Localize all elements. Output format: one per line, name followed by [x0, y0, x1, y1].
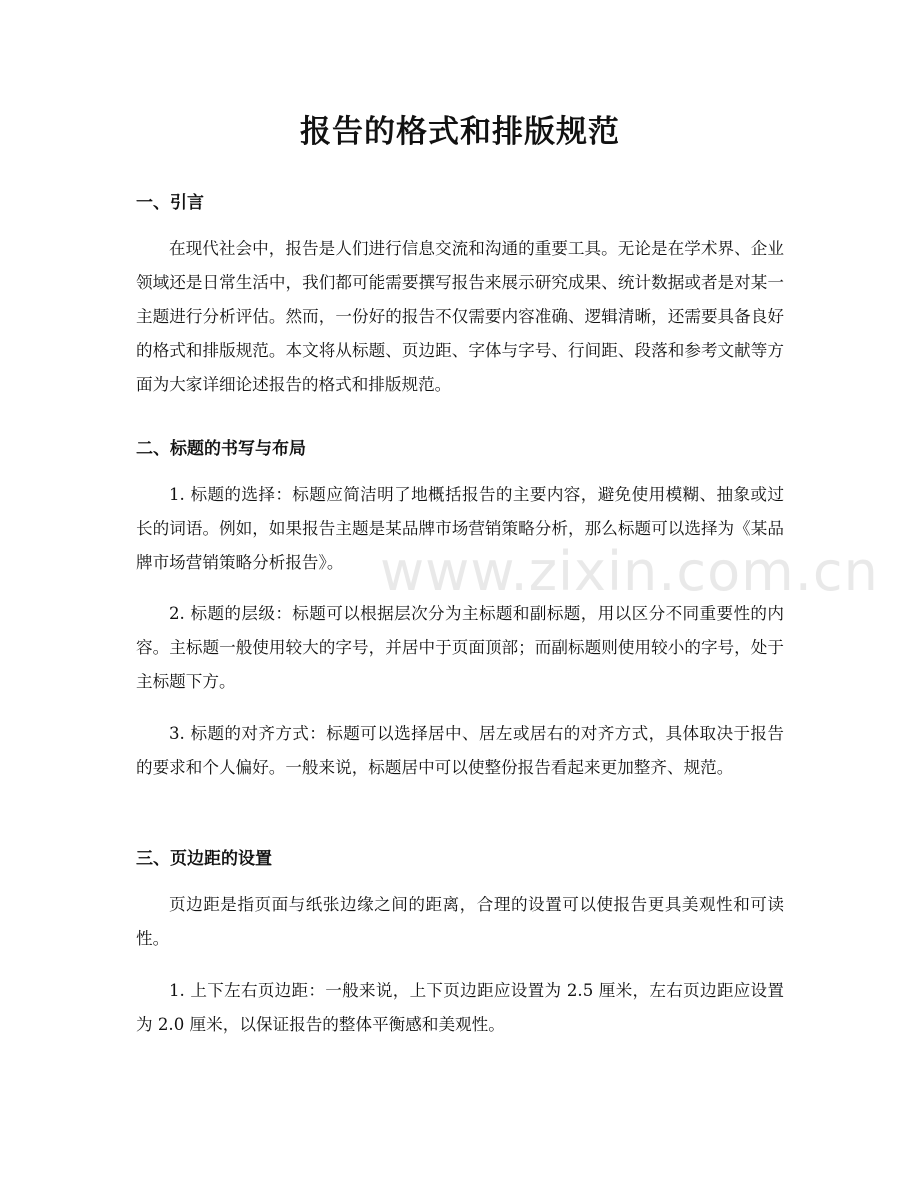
paragraph-introduction: 在现代社会中，报告是人们进行信息交流和沟通的重要工具。无论是在学术界、企业领域还是日常生活中，我们都可能需要撰写报告来展示研究成果、统计数据或者是对某一主题进行分析评估。然而，一份好的报告不仅需要内容准确、逻辑清晰，还需要具备良好的格式和排版规范。本文将从标题、页边距、字体与字号、行间距、段落和参考文献等方面为大家详细论述报告的格式和排版规范。 [136, 239, 784, 394]
document-title: 报告的格式和排版规范 [300, 114, 620, 150]
paragraph-title-alignment: 3. 标题的对齐方式：标题可以选择居中、居左或居右的对齐方式，具体取决于报告的要求和个人偏好。一般来说，标题居中可以使整份报告看起来更加整齐、规范。 [136, 724, 784, 777]
paragraph-title-choice: 1. 标题的选择：标题应简洁明了地概括报告的主要内容，避免使用模糊、抽象或过长的词语。例如，如果报告主题是某品牌市场营销策略分析，那么标题可以选择为《某品牌市场营销策略分析报告》。 [136, 485, 784, 572]
watermark-text: www.zixin.com.cn [380, 540, 879, 603]
section-heading-introduction: 一、引言 [136, 193, 204, 213]
section-heading-margins: 三、页边距的设置 [136, 849, 272, 869]
section-heading-title-layout: 二、标题的书写与布局 [136, 439, 306, 459]
paragraph-title-levels: 2. 标题的层级：标题可以根据层次分为主标题和副标题，用以区分不同重要性的内容。主标题一般使用较大的字号，并居中于页面顶部；而副标题则使用较小的字号，处于主标题下方。 [136, 604, 784, 691]
paragraph-margins-values: 1. 上下左右页边距：一般来说，上下页边距应设置为 2.5 厘米，左右页边距应设置为 2.0 厘米，以保证报告的整体平衡感和美观性。 [136, 981, 784, 1034]
paragraph-margins-intro: 页边距是指页面与纸张边缘之间的距离，合理的设置可以使报告更具美观性和可读性。 [136, 895, 784, 948]
